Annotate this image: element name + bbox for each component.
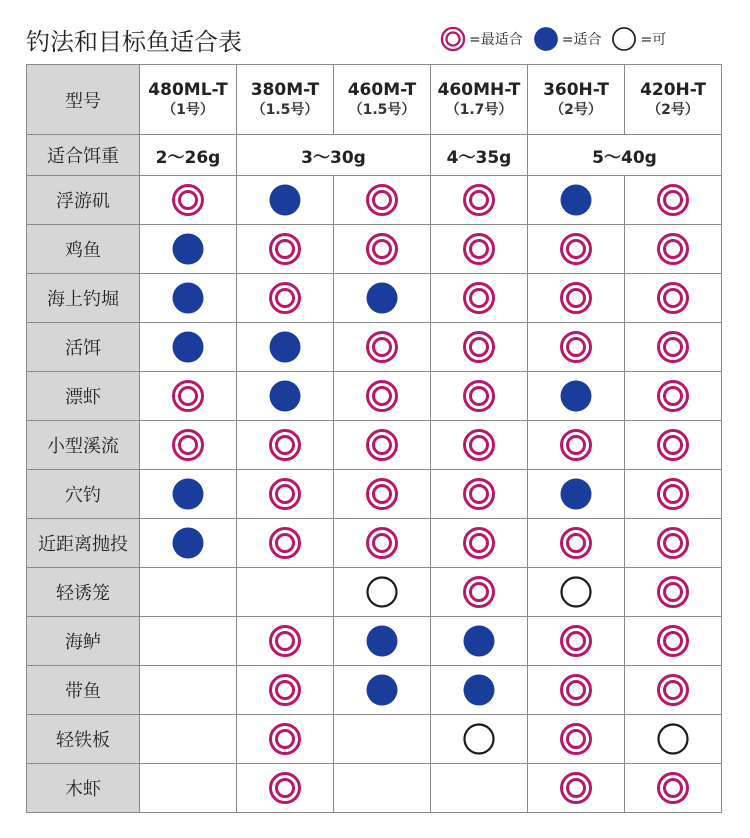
best-double-circle-icon <box>462 281 496 315</box>
table-row <box>27 323 722 372</box>
model-line-size: （1号） <box>162 101 214 118</box>
table-row <box>27 764 722 813</box>
suitability-cell <box>237 764 334 813</box>
suitability-cell <box>140 617 237 666</box>
suitability-cell <box>431 372 528 421</box>
model-name: 460MH-T <box>437 79 521 100</box>
best-double-circle-icon <box>171 183 205 217</box>
good-filled-circle-icon <box>462 673 496 707</box>
good-filled-circle-icon <box>268 183 302 217</box>
best-double-circle-icon <box>559 624 593 658</box>
legend-item-ok <box>611 26 666 52</box>
best-double-circle-icon <box>365 526 399 560</box>
good-filled-circle-icon <box>171 232 205 266</box>
suitability-cell <box>140 176 237 225</box>
lure-weight-cell: 3～30g <box>237 135 431 176</box>
suitability-cell <box>334 470 431 519</box>
best-double-circle-icon <box>268 624 302 658</box>
best-double-circle-icon <box>268 428 302 462</box>
suitability-cell <box>334 617 431 666</box>
model-line-size: （1.7号） <box>445 101 513 118</box>
best-double-circle-icon <box>365 183 399 217</box>
suitability-cell <box>334 421 431 470</box>
best-double-circle-icon <box>365 330 399 364</box>
fishing-method-label: 近距离抛投 <box>27 519 140 568</box>
suitability-cell <box>431 617 528 666</box>
table-row <box>27 274 722 323</box>
fishing-method-label: 活饵 <box>27 323 140 372</box>
model-name: 360H-T <box>543 79 609 100</box>
suitability-cell <box>431 568 528 617</box>
ok-open-circle-icon <box>462 722 496 756</box>
table-row <box>27 617 722 666</box>
best-double-circle-icon <box>268 526 302 560</box>
suitability-cell <box>140 470 237 519</box>
table-row <box>27 666 722 715</box>
best-double-circle-icon <box>559 771 593 805</box>
table-row <box>27 568 722 617</box>
suitability-cell <box>625 323 722 372</box>
fishing-method-label: 海鲈 <box>27 617 140 666</box>
suitability-cell <box>237 715 334 764</box>
suitability-cell <box>431 470 528 519</box>
suitability-table <box>26 64 722 813</box>
best-double-circle-icon <box>268 722 302 756</box>
model-header-row <box>27 65 722 135</box>
table-row <box>27 421 722 470</box>
best-double-circle-icon <box>462 232 496 266</box>
best-double-circle-icon <box>462 526 496 560</box>
suitability-cell <box>140 225 237 274</box>
best-double-circle-icon <box>268 281 302 315</box>
best-double-circle-icon <box>559 281 593 315</box>
suitability-cell <box>140 323 237 372</box>
suitability-cell <box>140 764 237 813</box>
table-row <box>27 519 722 568</box>
best-double-circle-icon <box>559 232 593 266</box>
suitability-cell <box>431 519 528 568</box>
suitability-cell <box>625 617 722 666</box>
suitability-cell <box>528 470 625 519</box>
suitability-cell <box>431 274 528 323</box>
fishing-method-label: 带鱼 <box>27 666 140 715</box>
model-header-cell <box>140 65 237 135</box>
suitability-cell <box>625 421 722 470</box>
suitability-cell <box>431 421 528 470</box>
suitability-cell <box>528 421 625 470</box>
fishing-method-label: 轻诱笼 <box>27 568 140 617</box>
good-filled-circle-icon <box>171 477 205 511</box>
model-header-cell <box>528 65 625 135</box>
fishing-method-label: 小型溪流 <box>27 421 140 470</box>
suitability-cell <box>334 372 431 421</box>
best-double-circle-icon <box>656 526 690 560</box>
suitability-cell <box>334 274 431 323</box>
good-filled-circle-icon <box>171 330 205 364</box>
model-name: 460M-T <box>347 79 417 100</box>
suitability-cell <box>237 225 334 274</box>
best-double-circle-icon <box>462 379 496 413</box>
best-double-circle-icon <box>268 673 302 707</box>
legend-item-good <box>533 26 602 52</box>
suitability-cell <box>237 519 334 568</box>
suitability-cell <box>431 176 528 225</box>
lure-weight-cell: 5～40g <box>528 135 722 176</box>
best-double-circle-icon <box>268 232 302 266</box>
model-header-cell <box>625 65 722 135</box>
suitability-cell <box>140 666 237 715</box>
suitability-cell <box>528 372 625 421</box>
table-row <box>27 176 722 225</box>
good-filled-circle-icon <box>559 477 593 511</box>
suitability-cell <box>237 274 334 323</box>
suitability-cell <box>625 274 722 323</box>
best-double-circle-icon <box>656 281 690 315</box>
good-filled-circle-icon <box>559 183 593 217</box>
suitability-cell <box>431 764 528 813</box>
best-double-circle-icon <box>365 477 399 511</box>
best-double-circle-icon <box>656 673 690 707</box>
suitability-cell <box>334 715 431 764</box>
suitability-cell <box>237 176 334 225</box>
legend-label: =适合 <box>561 32 602 48</box>
best-double-circle-icon <box>656 232 690 266</box>
best-double-circle-icon <box>656 379 690 413</box>
ok-open-circle-icon <box>656 722 690 756</box>
best-double-circle-icon <box>440 26 466 52</box>
suitability-cell <box>237 372 334 421</box>
table-row <box>27 225 722 274</box>
suitability-cell <box>334 666 431 715</box>
suitability-cell <box>334 176 431 225</box>
best-double-circle-icon <box>365 428 399 462</box>
lure-weight-cell: 4～35g <box>431 135 528 176</box>
legend-label: =最适合 <box>469 32 523 48</box>
best-double-circle-icon <box>462 183 496 217</box>
best-double-circle-icon <box>462 428 496 462</box>
table-row <box>27 715 722 764</box>
suitability-cell <box>625 519 722 568</box>
suitability-cell <box>237 421 334 470</box>
good-filled-circle-icon <box>365 281 399 315</box>
good-filled-circle-icon <box>533 26 559 52</box>
suitability-cell <box>334 323 431 372</box>
best-double-circle-icon <box>365 232 399 266</box>
good-filled-circle-icon <box>462 624 496 658</box>
table-row <box>27 470 722 519</box>
suitability-cell <box>237 470 334 519</box>
suitability-cell <box>625 176 722 225</box>
good-filled-circle-icon <box>365 624 399 658</box>
suitability-cell <box>140 274 237 323</box>
fishing-method-label: 木虾 <box>27 764 140 813</box>
table-title: 钓法和目标鱼适合表 <box>26 28 242 56</box>
suitability-cell <box>140 421 237 470</box>
weight-header-label: 适合饵重 <box>27 135 140 176</box>
suitability-cell <box>431 715 528 764</box>
model-line-size: （2号） <box>647 101 699 118</box>
suitability-cell <box>334 225 431 274</box>
table-row <box>27 372 722 421</box>
suitability-cell <box>334 764 431 813</box>
best-double-circle-icon <box>656 330 690 364</box>
model-line-size: （2号） <box>550 101 602 118</box>
model-name: 380M-T <box>250 79 320 100</box>
suitability-cell <box>625 372 722 421</box>
legend-item-best <box>440 26 523 52</box>
suitability-cell <box>431 666 528 715</box>
suitability-cell <box>528 617 625 666</box>
best-double-circle-icon <box>268 477 302 511</box>
suitability-cell <box>140 568 237 617</box>
suitability-cell <box>528 519 625 568</box>
good-filled-circle-icon <box>559 379 593 413</box>
suitability-cell <box>625 715 722 764</box>
model-header-cell <box>334 65 431 135</box>
suitability-cell <box>140 372 237 421</box>
suitability-cell <box>237 323 334 372</box>
best-double-circle-icon <box>462 477 496 511</box>
suitability-cell <box>140 715 237 764</box>
suitability-cell <box>625 764 722 813</box>
fishing-method-label: 轻铁板 <box>27 715 140 764</box>
best-double-circle-icon <box>559 428 593 462</box>
model-line-size: （1.5号） <box>251 101 319 118</box>
best-double-circle-icon <box>559 722 593 756</box>
best-double-circle-icon <box>559 330 593 364</box>
best-double-circle-icon <box>559 673 593 707</box>
best-double-circle-icon <box>171 428 205 462</box>
legend-label: =可 <box>640 32 667 48</box>
suitability-cell <box>528 225 625 274</box>
best-double-circle-icon <box>171 379 205 413</box>
fishing-method-label: 浮游矶 <box>27 176 140 225</box>
fishing-method-label: 鸡鱼 <box>27 225 140 274</box>
ok-open-circle-icon <box>559 575 593 609</box>
suitability-cell <box>528 666 625 715</box>
lure-weight-cell: 2～26g <box>140 135 237 176</box>
good-filled-circle-icon <box>365 673 399 707</box>
suitability-cell <box>625 568 722 617</box>
model-header-cell <box>431 65 528 135</box>
best-double-circle-icon <box>656 771 690 805</box>
ok-open-circle-icon <box>365 575 399 609</box>
suitability-cell <box>528 715 625 764</box>
best-double-circle-icon <box>656 183 690 217</box>
weight-row <box>27 135 722 176</box>
model-line-size: （1.5号） <box>348 101 416 118</box>
suitability-cell <box>334 519 431 568</box>
suitability-cell <box>237 666 334 715</box>
suitability-cell <box>625 225 722 274</box>
model-header-label: 型号 <box>27 65 140 135</box>
model-name: 480ML-T <box>148 79 228 100</box>
ok-open-circle-icon <box>611 26 637 52</box>
good-filled-circle-icon <box>171 526 205 560</box>
good-filled-circle-icon <box>268 330 302 364</box>
best-double-circle-icon <box>462 330 496 364</box>
suitability-cell <box>528 274 625 323</box>
suitability-cell <box>528 764 625 813</box>
suitability-cell <box>528 568 625 617</box>
legend <box>440 26 666 52</box>
suitability-cell <box>625 470 722 519</box>
best-double-circle-icon <box>462 575 496 609</box>
best-double-circle-icon <box>268 771 302 805</box>
fishing-method-label: 穴钓 <box>27 470 140 519</box>
fishing-method-label: 海上钓堀 <box>27 274 140 323</box>
suitability-cell <box>431 225 528 274</box>
suitability-cell <box>140 519 237 568</box>
suitability-cell <box>237 568 334 617</box>
suitability-cell <box>237 617 334 666</box>
suitability-cell <box>431 323 528 372</box>
best-double-circle-icon <box>559 526 593 560</box>
best-double-circle-icon <box>656 575 690 609</box>
suitability-cell <box>334 568 431 617</box>
best-double-circle-icon <box>656 624 690 658</box>
fishing-method-label: 漂虾 <box>27 372 140 421</box>
best-double-circle-icon <box>365 379 399 413</box>
suitability-cell <box>528 323 625 372</box>
suitability-cell <box>625 666 722 715</box>
suitability-cell <box>528 176 625 225</box>
best-double-circle-icon <box>656 428 690 462</box>
good-filled-circle-icon <box>171 281 205 315</box>
model-header-cell <box>237 65 334 135</box>
best-double-circle-icon <box>656 477 690 511</box>
good-filled-circle-icon <box>268 379 302 413</box>
model-name: 420H-T <box>640 79 706 100</box>
